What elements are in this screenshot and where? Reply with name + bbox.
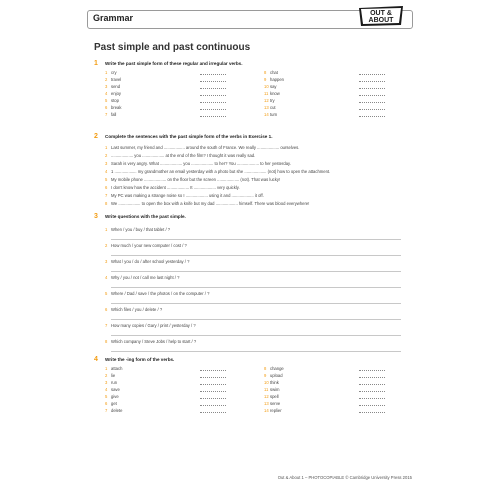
answer-line[interactable] xyxy=(111,351,401,352)
verb-item: 14 turn xyxy=(264,112,414,118)
verb-item: 10 say xyxy=(264,84,414,90)
logo-line-2: ABOUT xyxy=(368,17,394,24)
verb-item: 14 replier xyxy=(264,408,414,414)
out-and-about-logo xyxy=(357,5,405,27)
question-item: 3 What / you / do / after school yesterday / ? xyxy=(105,259,405,273)
answer-line[interactable] xyxy=(359,398,385,399)
answer-line[interactable] xyxy=(200,370,226,371)
answer-line[interactable] xyxy=(359,88,385,89)
answer-line[interactable] xyxy=(359,405,385,406)
page-title: Past simple and past continuous xyxy=(94,42,251,53)
answer-line[interactable] xyxy=(200,109,226,110)
answer-line[interactable] xyxy=(200,102,226,103)
answer-line[interactable] xyxy=(200,116,226,117)
sentence-item: 1 Last summer, my friend and .................. around the south of France. We really ................... ourselves. xyxy=(105,145,300,150)
answer-line[interactable] xyxy=(200,88,226,89)
exercise-number: 3 xyxy=(94,213,98,220)
answer-line[interactable] xyxy=(111,255,401,256)
exercise-instruction: Write questions with the past simple. xyxy=(105,214,186,219)
answer-line[interactable] xyxy=(359,377,385,378)
exercise-instruction: Write the -ing form of the verbs. xyxy=(105,357,175,362)
sentence-item: 5 My mobile phone ................... on the floor but the screen ................... (not). That was lucky! xyxy=(105,177,281,182)
answer-line[interactable] xyxy=(111,335,401,336)
verb-item: 2 lie xyxy=(105,373,255,379)
answer-line[interactable] xyxy=(111,239,401,240)
verb-item: 4 enjoy xyxy=(105,91,255,97)
question-item: 5 Where / Dad / save / the photos / on the computer / ? xyxy=(105,291,405,305)
verb-item: 4 save xyxy=(105,387,255,393)
sentence-item: 2 ................... you ................... at the end of the film? I thought it was really sad. xyxy=(105,153,256,158)
answer-line[interactable] xyxy=(200,95,226,96)
answer-line[interactable] xyxy=(359,384,385,385)
page-footer: Out & About 1 – PHOTOCOPIABLE © Cambridge University Press 2015 xyxy=(277,475,412,480)
answer-line[interactable] xyxy=(200,81,226,82)
verb-item: 5 stop xyxy=(105,98,255,104)
verb-item: 8 chat xyxy=(264,70,414,76)
verb-item: 6 get xyxy=(105,401,255,407)
verb-item: 7 delete xyxy=(105,408,255,414)
answer-line[interactable] xyxy=(200,384,226,385)
verb-item: 9 happen xyxy=(264,77,414,83)
exercise-instruction: Complete the sentences with the past simple form of the verbs in Exercise 1. xyxy=(105,134,273,139)
sentence-item: 7 My PC was making a strange noise so I ................... using it and ................... it off. xyxy=(105,193,264,198)
sentence-item: 8 We ................... to open the box with a knife but my dad ................... himself. There was blood everywhere! xyxy=(105,201,310,206)
question-item: 1 When / you / buy / that tablet / ? xyxy=(105,227,405,241)
question-item: 2 How much / your new computer / cost / ? xyxy=(105,243,405,257)
answer-line[interactable] xyxy=(111,303,401,304)
answer-line[interactable] xyxy=(111,319,401,320)
verb-item: 3 send xyxy=(105,84,255,90)
verb-item: 1 cry xyxy=(105,70,255,76)
verb-item: 11 swim xyxy=(264,387,414,393)
verb-item: 3 run xyxy=(105,380,255,386)
exercise-number: 1 xyxy=(94,60,98,67)
question-item: 6 Which files / you / delete / ? xyxy=(105,307,405,321)
answer-line[interactable] xyxy=(359,81,385,82)
verb-item: 12 spell xyxy=(264,394,414,400)
answer-line[interactable] xyxy=(359,109,385,110)
verb-item: 10 think xyxy=(264,380,414,386)
verb-item: 9 upload xyxy=(264,373,414,379)
verb-item: 6 break xyxy=(105,105,255,111)
verb-item: 1 attach xyxy=(105,366,255,372)
answer-line[interactable] xyxy=(359,412,385,413)
verb-item: 5 give xyxy=(105,394,255,400)
answer-line[interactable] xyxy=(200,391,226,392)
answer-line[interactable] xyxy=(200,412,226,413)
answer-line[interactable] xyxy=(200,405,226,406)
exercise-number: 4 xyxy=(94,356,98,363)
answer-line[interactable] xyxy=(200,398,226,399)
answer-line[interactable] xyxy=(359,102,385,103)
verb-item: 12 try xyxy=(264,98,414,104)
sentence-item: 3 Sarah is very angry. What ................... you ................... to her? You ................... to her yesterday. xyxy=(105,161,291,166)
answer-line[interactable] xyxy=(111,287,401,288)
answer-line[interactable] xyxy=(200,377,226,378)
answer-line[interactable] xyxy=(200,74,226,75)
answer-line[interactable] xyxy=(359,95,385,96)
answer-line[interactable] xyxy=(359,370,385,371)
question-item: 7 How many copies / Gary / print / yesterday / ? xyxy=(105,323,405,337)
answer-line[interactable] xyxy=(359,116,385,117)
verb-item: 11 know xyxy=(264,91,414,97)
verb-item: 13 serve xyxy=(264,401,414,407)
sentence-item: 6 I don't know how the accident ................... It ................... very quickly. xyxy=(105,185,240,190)
logo-line-1: OUT & xyxy=(370,10,392,17)
answer-line[interactable] xyxy=(359,391,385,392)
verb-item: 8 change xyxy=(264,366,414,372)
verb-item: 13 cut xyxy=(264,105,414,111)
exercise-number: 2 xyxy=(94,133,98,140)
exercise-instruction: Write the past simple form of these regular and irregular verbs. xyxy=(105,61,243,66)
question-item: 8 Which company / Steve Jobs / help to start / ? xyxy=(105,339,405,353)
section-title: Grammar xyxy=(93,13,134,23)
question-item: 4 Why / you / not / call me last night / ? xyxy=(105,275,405,289)
answer-line[interactable] xyxy=(111,271,401,272)
verb-item: 7 fall xyxy=(105,112,255,118)
answer-line[interactable] xyxy=(359,74,385,75)
sentence-item: 4 1 ................... my grandmother an email yesterday with a photo but she ................... (not) how to open the attachment. xyxy=(105,169,331,174)
verb-item: 2 travel xyxy=(105,77,255,83)
